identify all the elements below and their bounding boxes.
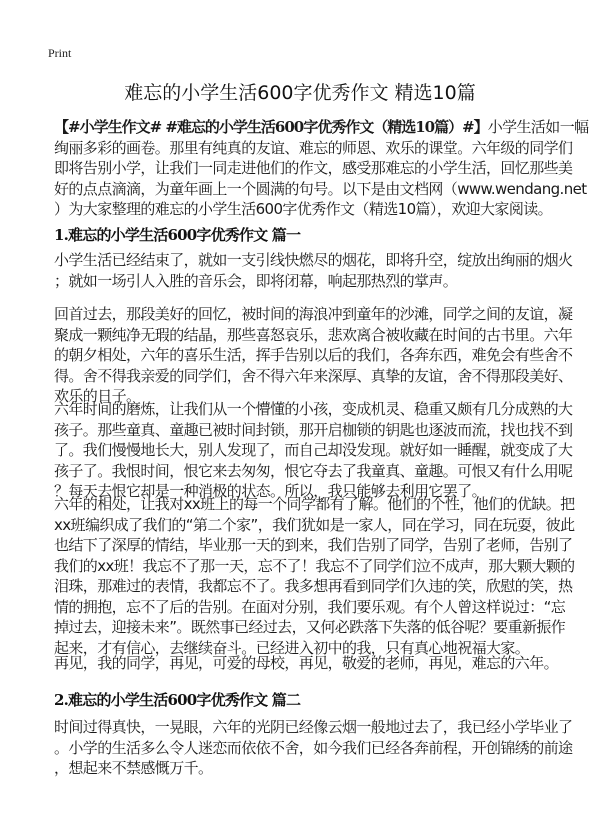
text-line: 起来，才有信心，去继续奋斗。已经进入初中的我，只有真心地祝福大家。 xyxy=(54,638,530,657)
paragraph xyxy=(54,250,594,291)
section-heading: 1.难忘的小学生活600字优秀作文 篇一 xyxy=(54,226,301,244)
intro-line: 【#小学生作文# #难忘的小学生活600字优秀作文（精选10篇）#】小学生活如一幅 xyxy=(54,118,589,136)
text-line: 掉过去，迎接未来”。既然事已经过去，又何必跌落下失落的低谷呢？要重新振作 xyxy=(54,618,566,636)
text-line: 小学生活已经结束了，就如一支引线快燃尽的烟花，即将升空，绽放出绚丽的烟火 xyxy=(54,251,573,269)
text-line: ，想起来不禁感慨万千。 xyxy=(54,759,213,777)
intro-tag: 【#小学生作文# #难忘的小学生活600字优秀作文（精选10篇）#】 xyxy=(54,118,488,136)
intro-paragraph xyxy=(54,117,594,220)
text-line: 孩子。那些童真、童趣已被时间封锁，那开启枷锁的钥匙也逐波而流，找也找不到 xyxy=(54,420,573,439)
text-line: xx班编织成了我们的“第二个家”，我们犹如是一家人，同在学习，同在玩耍，彼此 xyxy=(54,515,575,534)
text-line: 我们的xx班！我忘不了那一天，忘不了！我忘不了同学们泣不成声，那大颗大颗的 xyxy=(54,556,575,575)
paragraph xyxy=(54,494,594,658)
section-heading: 2.难忘的小学生活600字优秀作文 篇二 xyxy=(54,691,301,709)
print-label: Print xyxy=(48,46,72,60)
text-line: 欢乐的日子。 xyxy=(54,387,141,405)
text-line: 回首过去，那段美好的回忆，被时间的海浪冲到童年的沙滩，同学之间的友谊，凝 xyxy=(54,305,573,323)
text-line: 时间过得真快，一晃眼，六年的光阴已经像云烟一般地过去了，我已经小学毕业了 xyxy=(54,718,573,736)
paragraph xyxy=(54,304,594,407)
text-line: 的朝夕相处，六年的喜乐生活，挥手告别以后的我们，各奔东西，难免会有些舍不 xyxy=(54,346,573,364)
intro-line: ）为大家整理的难忘的小学生活600字优秀作文（精选10篇），欢迎大家阅读。 xyxy=(54,200,553,218)
text-line: ？每天去恨它却是一种消极的状态。所以，我只能够去利用它罢了。 xyxy=(54,482,487,500)
text-line: 情的拥抱，忘不了后的告别。在面对分别，我们要乐观。有个人曾这样说过：“忘 xyxy=(54,597,566,616)
text-line: ；就如一场引人入胜的音乐会，即将闭幕，响起那热烈的掌声。 xyxy=(54,271,458,290)
text-line: 。小学的生活多么令人迷恋而依依不舍，如今我们已经各奔前程，开创锦绣的前途 xyxy=(54,738,573,757)
intro-line: 即将告别小学，让我们一同走进他们的作文，感受那难忘的小学生活，回忆那些美 xyxy=(54,159,573,177)
text-line: 得。舍不得我亲爱的同学们，舍不得六年来深厚、真挚的友谊，舍不得那段美好、 xyxy=(54,366,573,385)
text-line: 了。我们慢慢地长大，别人发现了，而自己却没发现。就好如一睡醒，就变成了大 xyxy=(54,441,573,459)
intro-line: 绚丽多彩的画卷。那里有纯真的友谊、难忘的师恩、欢乐的课堂。六年级的同学们 xyxy=(54,138,573,157)
text-line: 孩子了。我恨时间，恨它来去匆匆，恨它夺去了我童真、童趣。可恨又有什么用呢 xyxy=(54,461,573,480)
text-line: 再见，我的同学，再见，可爱的母校，再见，敬爱的老师，再见，难忘的六年。 xyxy=(54,654,559,672)
text-line: 也结下了深厚的情结，毕业那一天的到来，我们告别了同学，告别了老师，告别了 xyxy=(54,536,573,554)
text-line: 六年时间的磨炼，让我们从一个懵懂的小孩，变成机灵、稳重又颇有几分成熟的大 xyxy=(54,400,573,418)
text-line: 聚成一颗纯净无瑕的结晶，那些喜怒哀乐，悲欢离合被收藏在时间的古书里。六年 xyxy=(54,325,573,344)
paragraph xyxy=(54,653,594,674)
document-title: 难忘的小学生活600字优秀作文 精选10篇 xyxy=(124,82,476,104)
text-line: 六年的相处，让我对xx班上的每一个同学都有了解。他们的个性，他们的优缺。把 xyxy=(54,495,575,513)
text-line: 泪珠，那难过的表情，我都忘不了。我多想再看到同学们久违的笑，欣慰的笑，热 xyxy=(54,577,573,595)
paragraph xyxy=(54,717,594,779)
paragraph xyxy=(54,399,594,502)
intro-line: 好的点点滴滴，为童年画上一个圆满的句号。以下是由文档网（www.wendang.net xyxy=(54,179,587,198)
